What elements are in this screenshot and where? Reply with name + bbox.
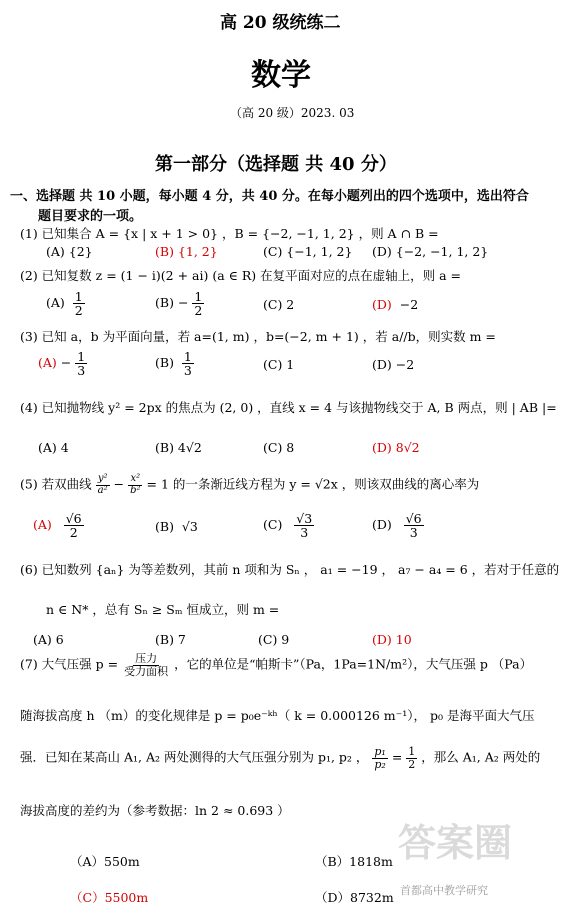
- q4-option-a: (A) 4: [38, 440, 69, 455]
- part-title: 第一部分（选择题 共 40 分）: [155, 154, 397, 175]
- q2-option-d: (D) −2: [372, 297, 419, 312]
- q4-option-b: (B) 4√2: [155, 440, 202, 455]
- q4-option-d: (D) 8√2: [372, 440, 420, 455]
- q3-option-d: (D) −2: [372, 357, 415, 372]
- q3-stem: (3) 已知 a，b 为平面向量，若 a=(1, m) ，b=(−2, m + 1) ，若 a//b，则实数 m =: [20, 329, 496, 344]
- exam-title: 高 20 级统练二: [220, 13, 341, 33]
- q7-stem-line4: 海拔高度的差约为（参考数据：ln 2 ≈ 0.693 ）: [20, 803, 290, 818]
- section-instructions-line2: 题目要求的一项。: [38, 209, 143, 224]
- q6-option-d: (D) 10: [372, 632, 412, 647]
- q7-option-d: （D）8732m: [315, 890, 394, 905]
- q5-option-c: (C) $\frac{√3}{3}$: [263, 511, 313, 541]
- watermark-caption: 首都高中教学研究: [400, 884, 488, 897]
- grade-date: （高 20 级）2023. 03: [230, 106, 355, 120]
- q7-option-a: （A）550m: [70, 854, 140, 869]
- q6-stem-line2: n ∈ N* ，总有 Sₙ ≥ Sₘ 恒成立，则 m =: [46, 602, 280, 617]
- q1-option-a: (A) {2}: [46, 244, 93, 259]
- q1-option-b: (B) {1, 2}: [155, 244, 218, 259]
- q5-option-b: (B) √3: [155, 519, 198, 534]
- q7-option-b: （B）1818m: [315, 854, 393, 869]
- q2-stem: (2) 已知复数 z = (1 − i)(2 + ai) (a ∈ R) 在复平面对应的点在虚轴上，则 a =: [20, 268, 461, 283]
- q6-option-a: (A) 6: [33, 632, 64, 647]
- q7-stem-line3: 强．已知在某高山 A₁, A₂ 两处测得的大气压强分别为 p₁, p₂ ， $\frac{\text{p₁}}{\text{p₂}}$ = $\frac{1}{2}$ ，那么 A₁, A₂ 两处的: [20, 745, 541, 771]
- section-instructions-line1: 一、选择题 共 10 小题，每小题 4 分，共 40 分。在每小题列出的四个选项中，选出符合: [10, 189, 529, 204]
- q1-option-c: (C) {−1, 1, 2}: [263, 244, 353, 259]
- q2-option-b: (B) − $\frac{1}{2}$: [155, 289, 203, 319]
- q7-stem-line1: (7) 大气压强 p = $\frac{\text{压力}}{\text{受力面积}}$ ，它的单位是“帕斯卡”（Pa，1Pa=1N/m²），大气压强 p （Pa）: [20, 652, 533, 678]
- q7-stem-line2: 随海拔高度 h （m）的变化规律是 p = p₀e⁻ᵏʰ（ k = 0.000126 m⁻¹）， p₀ 是海平面大气压: [20, 708, 535, 723]
- q6-stem-line1: (6) 已知数列 {aₙ} 为等差数列，其前 n 项和为 Sₙ ， a₁ = −19 ， a₇ − a₄ = 6 ，若对于任意的: [20, 562, 560, 577]
- q7-option-c: （C）5500m: [70, 890, 149, 905]
- q4-option-c: (C) 8: [263, 440, 295, 455]
- q6-option-c: (C) 9: [258, 632, 290, 647]
- q2-option-a: (A) $\frac{1}{2}$: [46, 289, 83, 319]
- q6-option-b: (B) 7: [155, 632, 186, 647]
- q5-option-d: (D) $\frac{√6}{3}$: [372, 511, 422, 541]
- q3-option-a: (A) − $\frac{1}{3}$: [38, 349, 86, 379]
- q3-option-b: (B) $\frac{1}{3}$: [155, 349, 192, 379]
- q5-option-a: (A) $\frac{√6}{2}$: [33, 511, 82, 541]
- q5-stem: (5) 若双曲线 $\frac{\text{y²}}{\text{a²}}$ − $\frac{\text{x²}}{\text{b²}}$ = 1 的一条渐近线方程为 y = √2x ，则该双曲线的离心率为: [20, 473, 480, 496]
- q1-stem: (1) 已知集合 A = {x | x + 1 > 0} ，B = {−2, −1, 1, 2} ，则 A ∩ B =: [20, 226, 439, 241]
- q4-stem: (4) 已知抛物线 y² = 2px 的焦点为 (2, 0) ，直线 x = 4 与该抛物线交于 A, B 两点，则 | AB |=: [20, 400, 557, 415]
- q2-option-c: (C) 2: [263, 297, 295, 312]
- q3-option-c: (C) 1: [263, 357, 295, 372]
- watermark-logo: 答案圈: [398, 821, 513, 865]
- subject-title: 数学: [251, 58, 311, 93]
- q1-option-d: (D) {−2, −1, 1, 2}: [372, 244, 489, 259]
